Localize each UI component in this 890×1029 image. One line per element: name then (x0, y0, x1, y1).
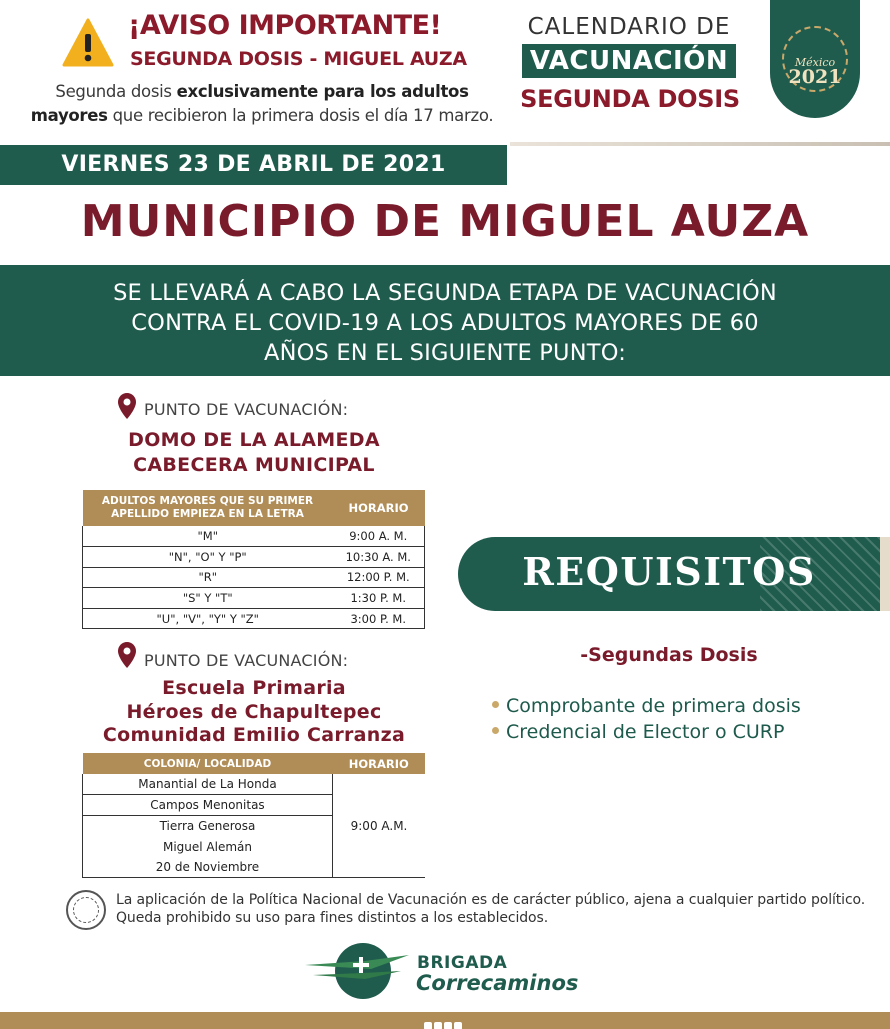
calendar-segunda-dosis: SEGUNDA DOSIS (520, 85, 740, 113)
aviso-desc-text-2: que recibieron la primera dosis el día 17 marzo. (107, 106, 494, 125)
correcaminos-label: Correcaminos (416, 971, 579, 995)
banner-edge (880, 537, 890, 611)
aviso-subtitle: SEGUNDA DOSIS - MIGUEL AUZA (130, 48, 467, 70)
header-divider (510, 142, 890, 146)
time-cell: 9:00 A.M. (333, 774, 426, 878)
letters-cell: "U", "V", "Y" Y "Z" (83, 608, 333, 629)
localidad-cell: Miguel Alemán (83, 836, 333, 857)
letters-cell: "M" (83, 526, 333, 547)
requisitos-subtitle: -Segundas Dosis (580, 644, 758, 666)
aviso-description (22, 80, 502, 128)
announcement-line: CONTRA EL COVID-19 A LOS ADULTOS MAYORES DE 60 (131, 310, 759, 336)
aviso-desc-bold: exclusivamente para los adultos mayores (30, 82, 469, 125)
localidad-cell: 20 de Noviembre (83, 857, 333, 878)
time-cell: 10:30 A. M. (333, 547, 425, 568)
announcement-text (0, 278, 890, 368)
government-seal-icon (66, 890, 106, 930)
table-row (83, 774, 426, 795)
location-pin-icon (118, 393, 136, 419)
brigada-label: BRIGADA (417, 953, 508, 973)
requisito-text: Comprobante de primera dosis (506, 695, 801, 717)
localidad-cell: Manantial de La Honda (83, 774, 333, 795)
table-header-localidad: COLONIA/ LOCALIDAD (83, 753, 333, 774)
aviso-title: ¡AVISO IMPORTANTE! (128, 10, 442, 41)
municipio-title: MUNICIPIO DE MIGUEL AUZA (80, 196, 810, 247)
header-line: APELLIDO EMPIEZA EN LA LETRA (111, 508, 304, 520)
calendar-title: CALENDARIO DE (527, 14, 731, 40)
bullet-icon (492, 701, 499, 708)
table-row (83, 588, 425, 609)
letters-cell: "N", "O" Y "P" (83, 547, 333, 568)
table-row (83, 547, 425, 568)
social-icons (424, 1015, 466, 1025)
table-header-horario: HORARIO (333, 490, 425, 526)
punto-vacunacion-label: PUNTO DE VACUNACIÓN: (144, 651, 349, 670)
location-pin-icon (118, 642, 136, 668)
venue-1 (84, 428, 424, 478)
list-item (492, 719, 801, 745)
time-cell: 9:00 A. M. (333, 526, 425, 547)
localidad-cell: Tierra Generosa (83, 816, 333, 837)
venue-2-line: Héroes de Chapultepec (126, 700, 382, 723)
disclaimer-text: La aplicación de la Política Nacional de Vacunación es de carácter público, ajena a cualquier partido político. Queda prohibido su uso para fines distintos a los establecidos. (116, 892, 866, 926)
header-line: ADULTOS MAYORES QUE SU PRIMER (101, 495, 314, 507)
bullet-icon (492, 727, 499, 734)
date-banner: VIERNES 23 DE ABRIL DE 2021 (0, 145, 507, 185)
list-item (492, 693, 801, 719)
brigada-roadrunner-logo-icon (305, 941, 415, 1001)
requisitos-list (492, 693, 801, 745)
venue-1-line: CABECERA MUNICIPAL (133, 454, 375, 476)
table-row (83, 526, 425, 547)
table-row (83, 567, 425, 588)
table-header-letters (83, 490, 333, 526)
aviso-desc-text-1: Segunda dosis (55, 82, 177, 101)
localidad-cell: Campos Menonitas (83, 795, 333, 816)
venue-2-line: Escuela Primaria (162, 677, 346, 699)
table-row (83, 608, 425, 629)
venue-2 (84, 677, 424, 748)
announcement-line: SE LLEVARÁ A CABO LA SEGUNDA ETAPA DE VACUNACIÓN (113, 280, 777, 306)
punto-vacunacion-label: PUNTO DE VACUNACIÓN: (144, 400, 349, 419)
time-cell: 3:00 P. M. (333, 608, 425, 629)
facebook-icon[interactable] (424, 1022, 432, 1029)
schedule-table-1 (82, 490, 425, 629)
logo-year: 2021 (788, 66, 842, 88)
time-cell: 12:00 P. M. (333, 567, 425, 588)
letters-cell: "R" (83, 567, 333, 588)
time-cell: 1:30 P. M. (333, 588, 425, 609)
requisito-text: Credencial de Elector o CURP (506, 721, 785, 743)
youtube-icon[interactable] (454, 1022, 462, 1029)
announcement-line: AÑOS EN EL SIGUIENTE PUNTO: (264, 340, 626, 366)
instagram-icon[interactable] (444, 1022, 452, 1029)
venue-1-line: DOMO DE LA ALAMEDA (128, 429, 380, 451)
twitter-icon[interactable] (434, 1022, 442, 1029)
requisitos-title: REQUISITOS (522, 549, 816, 594)
calendar-vacunacion-box: VACUNACIÓN (522, 44, 736, 78)
seal-inner (73, 897, 99, 923)
venue-2-line: Comunidad Emilio Carranza (102, 724, 406, 746)
schedule-table-2 (82, 753, 425, 878)
letters-cell: "S" Y "T" (83, 588, 333, 609)
table-header-horario: HORARIO (333, 753, 426, 774)
logo-text: México (794, 56, 836, 69)
warning-icon (62, 18, 114, 68)
